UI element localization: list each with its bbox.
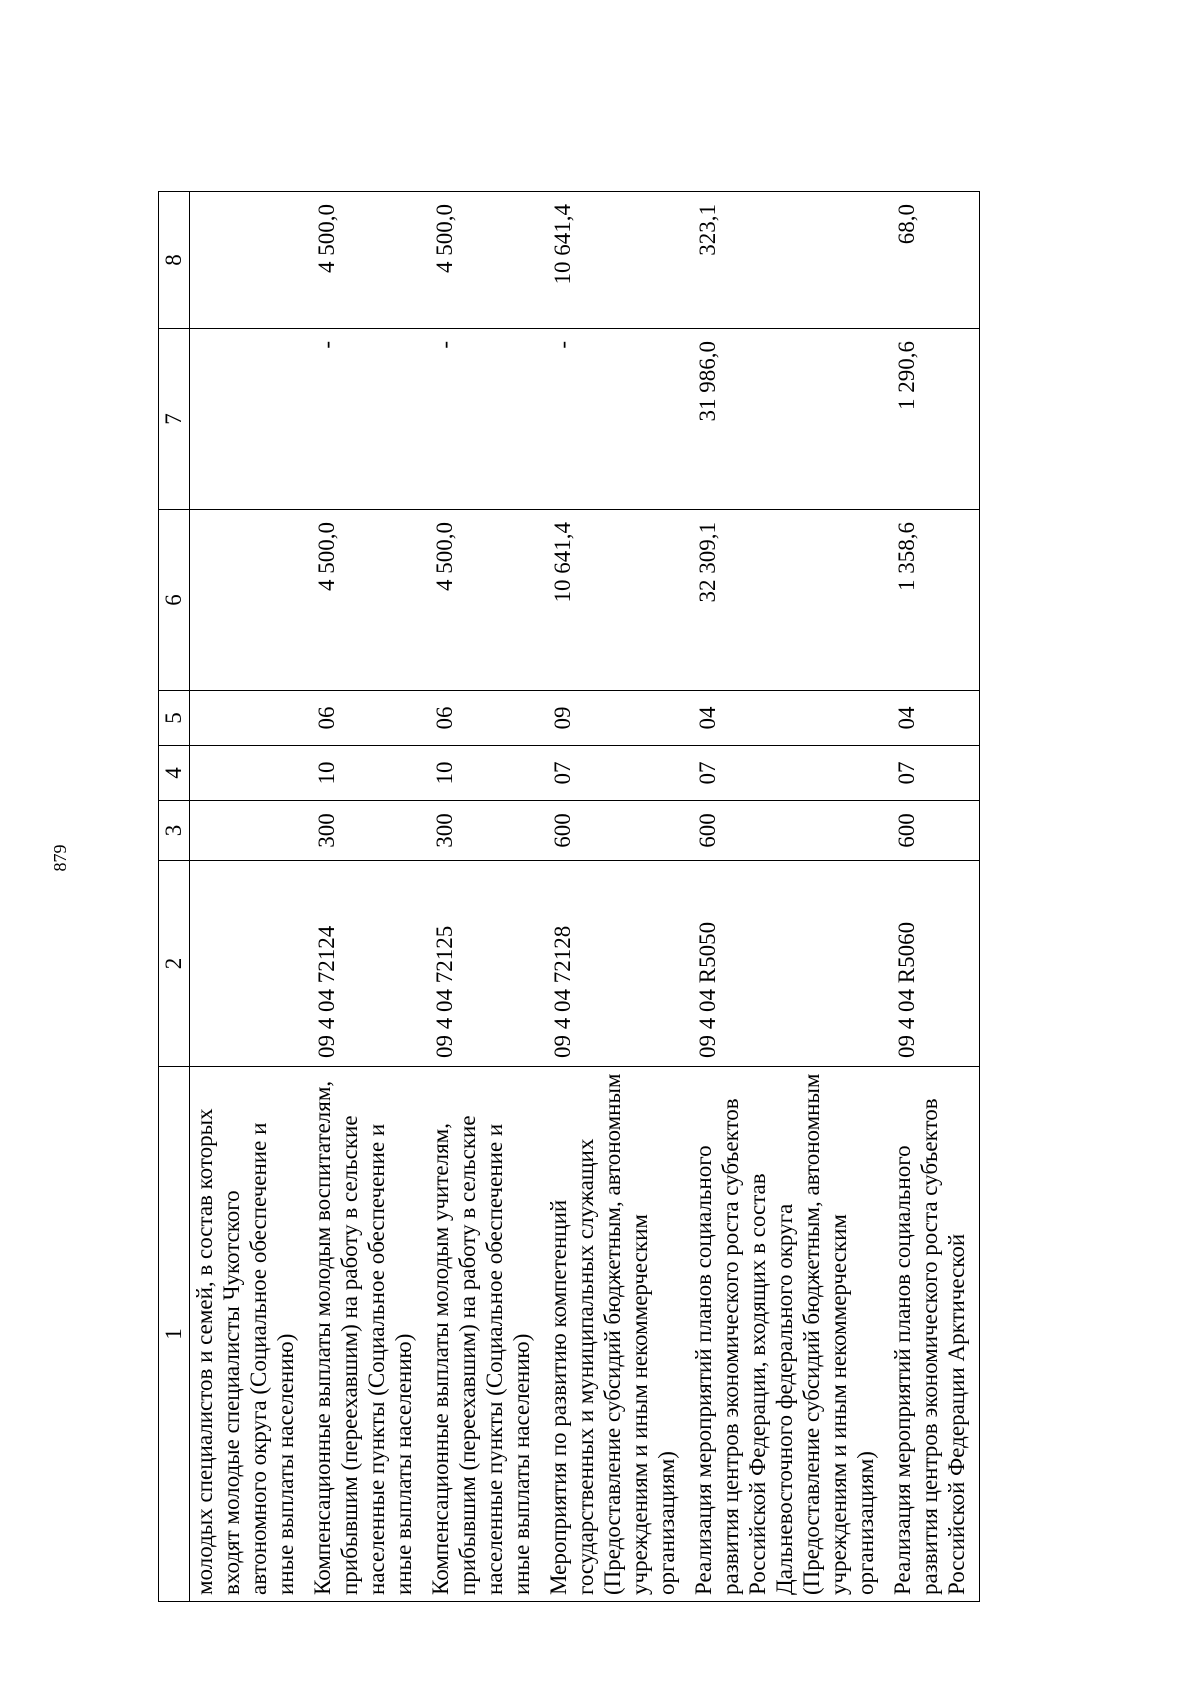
page-number: 879 (50, 844, 70, 872)
header-cell-4: 4 (159, 746, 190, 801)
row-col8-cell (190, 192, 309, 329)
row-col8-cell: 323,1 (689, 192, 888, 329)
row-col3-cell: 600 (888, 801, 980, 861)
row-code-cell: 09 4 04 72124 (308, 861, 426, 1067)
row-col8-cell: 68,0 (888, 192, 980, 329)
row-col4-cell: 07 (544, 746, 689, 801)
row-col4-cell: 07 (689, 746, 888, 801)
row-name-cell: Реализация мероприятий планов социального развития центров экономического роста субъектов Российской Федерации, входящих в состав Дальневосточного федерального округа (Предоставление субсидий бюджетным, автономным учреждениям и иным некоммерческим организациям) (689, 1067, 888, 1602)
row-col4-cell: 07 (888, 746, 980, 801)
row-name-cell: Компенсационные выплаты молодым воспитателям, прибывшим (переехавшим) на работу в сельские населенные пункты (Социальное обеспечение и иные выплаты населению) (308, 1067, 426, 1602)
header-cell-8: 8 (159, 192, 190, 329)
row-name-cell: молодых специалистов и семей, в состав которых входят молодые специалисты Чукотского автономного округа (Социальное обеспечение и иные выплаты населению) (190, 1067, 309, 1602)
row-col7-cell (190, 329, 309, 510)
budget-table (158, 191, 980, 1602)
row-col8-cell: 4 500,0 (426, 192, 544, 329)
row-col6-cell (190, 510, 309, 691)
table-row (308, 192, 426, 1602)
row-col7-cell: - (308, 329, 426, 510)
row-col5-cell: 06 (426, 691, 544, 746)
row-col4-cell (190, 746, 309, 801)
row-col6-cell: 1 358,6 (888, 510, 980, 691)
row-col6-cell: 10 641,4 (544, 510, 689, 691)
row-col3-cell: 300 (308, 801, 426, 861)
row-col7-cell: 1 290,6 (888, 329, 980, 510)
row-col5-cell: 09 (544, 691, 689, 746)
row-col3-cell (190, 801, 309, 861)
row-name-cell: Мероприятия по развитию компетенций государственных и муниципальных служащих (Предоставление субсидий бюджетным, автономным учреждениям и иным некоммерческим организациям) (544, 1067, 689, 1602)
header-cell-2: 2 (159, 861, 190, 1067)
row-name-cell: Реализация мероприятий планов социального развития центров экономического роста субъектов Российской Федерации Арктической (888, 1067, 980, 1602)
row-col3-cell: 300 (426, 801, 544, 861)
row-col6-cell: 4 500,0 (426, 510, 544, 691)
row-code-cell (190, 861, 309, 1067)
row-code-cell: 09 4 04 72128 (544, 861, 689, 1067)
row-code-cell: 09 4 04 R5060 (888, 861, 980, 1067)
row-col5-cell (190, 691, 309, 746)
row-col6-cell: 4 500,0 (308, 510, 426, 691)
row-col8-cell: 10 641,4 (544, 192, 689, 329)
row-code-cell: 09 4 04 72125 (426, 861, 544, 1067)
rotated-page-content (0, 136, 1200, 1698)
row-col6-cell: 32 309,1 (689, 510, 888, 691)
row-code-cell: 09 4 04 R5050 (689, 861, 888, 1067)
header-cell-3: 3 (159, 801, 190, 861)
header-row (159, 192, 190, 1602)
header-cell-7: 7 (159, 329, 190, 510)
row-col8-cell: 4 500,0 (308, 192, 426, 329)
row-col4-cell: 10 (426, 746, 544, 801)
row-col7-cell: - (544, 329, 689, 510)
row-col5-cell: 04 (689, 691, 888, 746)
table-row (426, 192, 544, 1602)
row-name-cell: Компенсационные выплаты молодым учителям, прибывшим (переехавшим) на работу в сельские населенные пункты (Социальное обеспечение и иные выплаты населению) (426, 1067, 544, 1602)
row-col3-cell: 600 (689, 801, 888, 861)
row-col3-cell: 600 (544, 801, 689, 861)
table-row (190, 192, 309, 1602)
table-row (544, 192, 689, 1602)
header-cell-1: 1 (159, 1067, 190, 1602)
header-cell-6: 6 (159, 510, 190, 691)
table-row (689, 192, 888, 1602)
row-col7-cell: - (426, 329, 544, 510)
table-row (888, 192, 980, 1602)
row-col7-cell: 31 986,0 (689, 329, 888, 510)
header-cell-5: 5 (159, 691, 190, 746)
row-col5-cell: 04 (888, 691, 980, 746)
row-col5-cell: 06 (308, 691, 426, 746)
row-col4-cell: 10 (308, 746, 426, 801)
